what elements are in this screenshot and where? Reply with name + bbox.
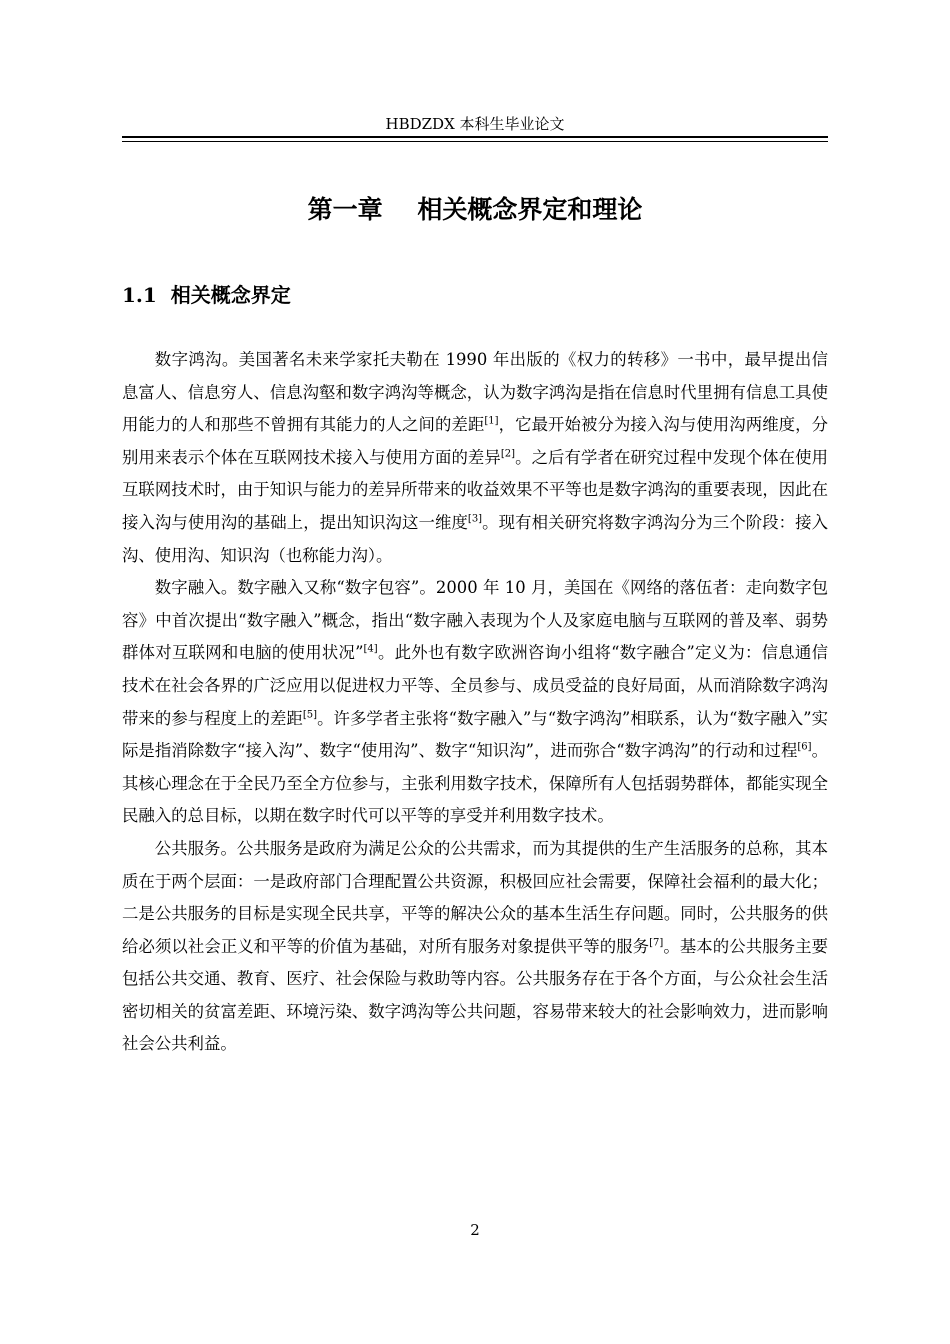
citation-reference: [2] bbox=[500, 448, 516, 460]
paragraph-text: 。其核心理念在于全民乃至全方位参与，主张利用数字技术，保障所有人包括弱势群体，都能实现全民融入的总目标，以期在数字时代可以平等的享受并利用数字技术。 bbox=[122, 741, 828, 826]
paragraph-digital-divide bbox=[122, 344, 828, 572]
chapter-title: 第一章 相关概念界定和理论 bbox=[307, 195, 643, 224]
header-rule-thick bbox=[122, 136, 828, 138]
citation-reference: [7] bbox=[649, 937, 664, 949]
paragraph-text: 。许多学者主张将“数字融入”与“数字鸿沟”相联系，认为“数字融入”实际是指消除数字“接入沟”、数字“使用沟”、数字“知识沟”，进而弥合“数字鸿沟”的行动和过程 bbox=[122, 708, 829, 761]
section-heading bbox=[122, 278, 291, 312]
paragraph-digital-inclusion bbox=[122, 572, 828, 833]
paragraph-text: 。此外也有数字欧洲咨询小组将“数字融合”定义为：信息通信技术在社会各界的广泛应用以促进权力平等、全员参与、成员受益的良好局面，从而消除数字鸿沟带来的参与程度上的差距 bbox=[122, 643, 828, 728]
paragraph-text: 。现有相关研究将数字鸿沟分为三个阶段：接入沟、使用沟、知识沟（也称能力沟）。 bbox=[122, 512, 829, 565]
paragraph-text: 。基本的公共服务主要包括公共交通、教育、医疗、社会保险与救助等内容。公共服务存在于各个方面，与公众社会生活密切相关的贫富差距、环境污染、数字鸿沟等公共问题，容易带来较大的社会影响效力，进而影响社会公共利益。 bbox=[122, 936, 829, 1054]
section-title: 相关概念界定 bbox=[170, 283, 291, 307]
body-text bbox=[122, 344, 828, 1061]
citation-reference: [4] bbox=[363, 643, 378, 655]
citation-reference: [3] bbox=[467, 513, 483, 525]
paragraph-public-service bbox=[122, 833, 828, 1061]
citation-reference: [5] bbox=[302, 709, 318, 721]
paragraph-text: ，它最开始被分为接入沟与使用沟两维度，分别用来表示个体在互联网技术接入与使用方面的差异 bbox=[122, 415, 829, 467]
paragraph-text: 数字鸿沟。美国著名未来学家托夫勒在 1990 年出版的《权力的转移》一书中，最早提出信息富人、信息穷人、信息沟壑和数字鸿沟等概念，认为数字鸿沟是指在信息时代里拥有信息工具使用能力的人和那些不曾拥有其能力的人之间的差距 bbox=[122, 350, 828, 435]
paragraph-text: 数字融入。数字融入又称“数字包容”。2000 年 10 月，美国在《网络的落伍者：走向数字包容》中首次提出“数字融入”概念，指出“数字融入表现为个人及家庭电脑与互联网的普及率、弱势群体对互联网和电脑的使用状况” bbox=[122, 578, 828, 663]
paragraph-text: 。之后有学者在研究过程中发现个体在使用互联网技术时，由于知识与能力的差异所带来的收益效果不平等也是数字鸿沟的重要表现，因此在接入沟与使用沟的基础上，提出知识沟这一维度 bbox=[122, 447, 829, 532]
running-header: HBDZDX 本科生毕业论文 bbox=[385, 115, 565, 133]
page-number: 2 bbox=[470, 1221, 480, 1239]
paragraph-text: 公共服务。公共服务是政府为满足公众的公共需求，而为其提供的生产生活服务的总称，其本质在于两个层面：一是政府部门合理配置公共资源，积极回应社会需要，保障社会福利的最大化；二是公共服务的目标是实现全民共享，平等的解决公众的基本生活生存问题。同时，公共服务的供给必须以社会正义和平等的价值为基础，对所有服务对象提供平等的服务 bbox=[122, 838, 828, 956]
citation-reference: [6] bbox=[797, 741, 812, 753]
citation-reference: [1] bbox=[484, 415, 499, 427]
section-number: 1.1 bbox=[122, 283, 157, 307]
header-rule-thin bbox=[122, 141, 828, 142]
